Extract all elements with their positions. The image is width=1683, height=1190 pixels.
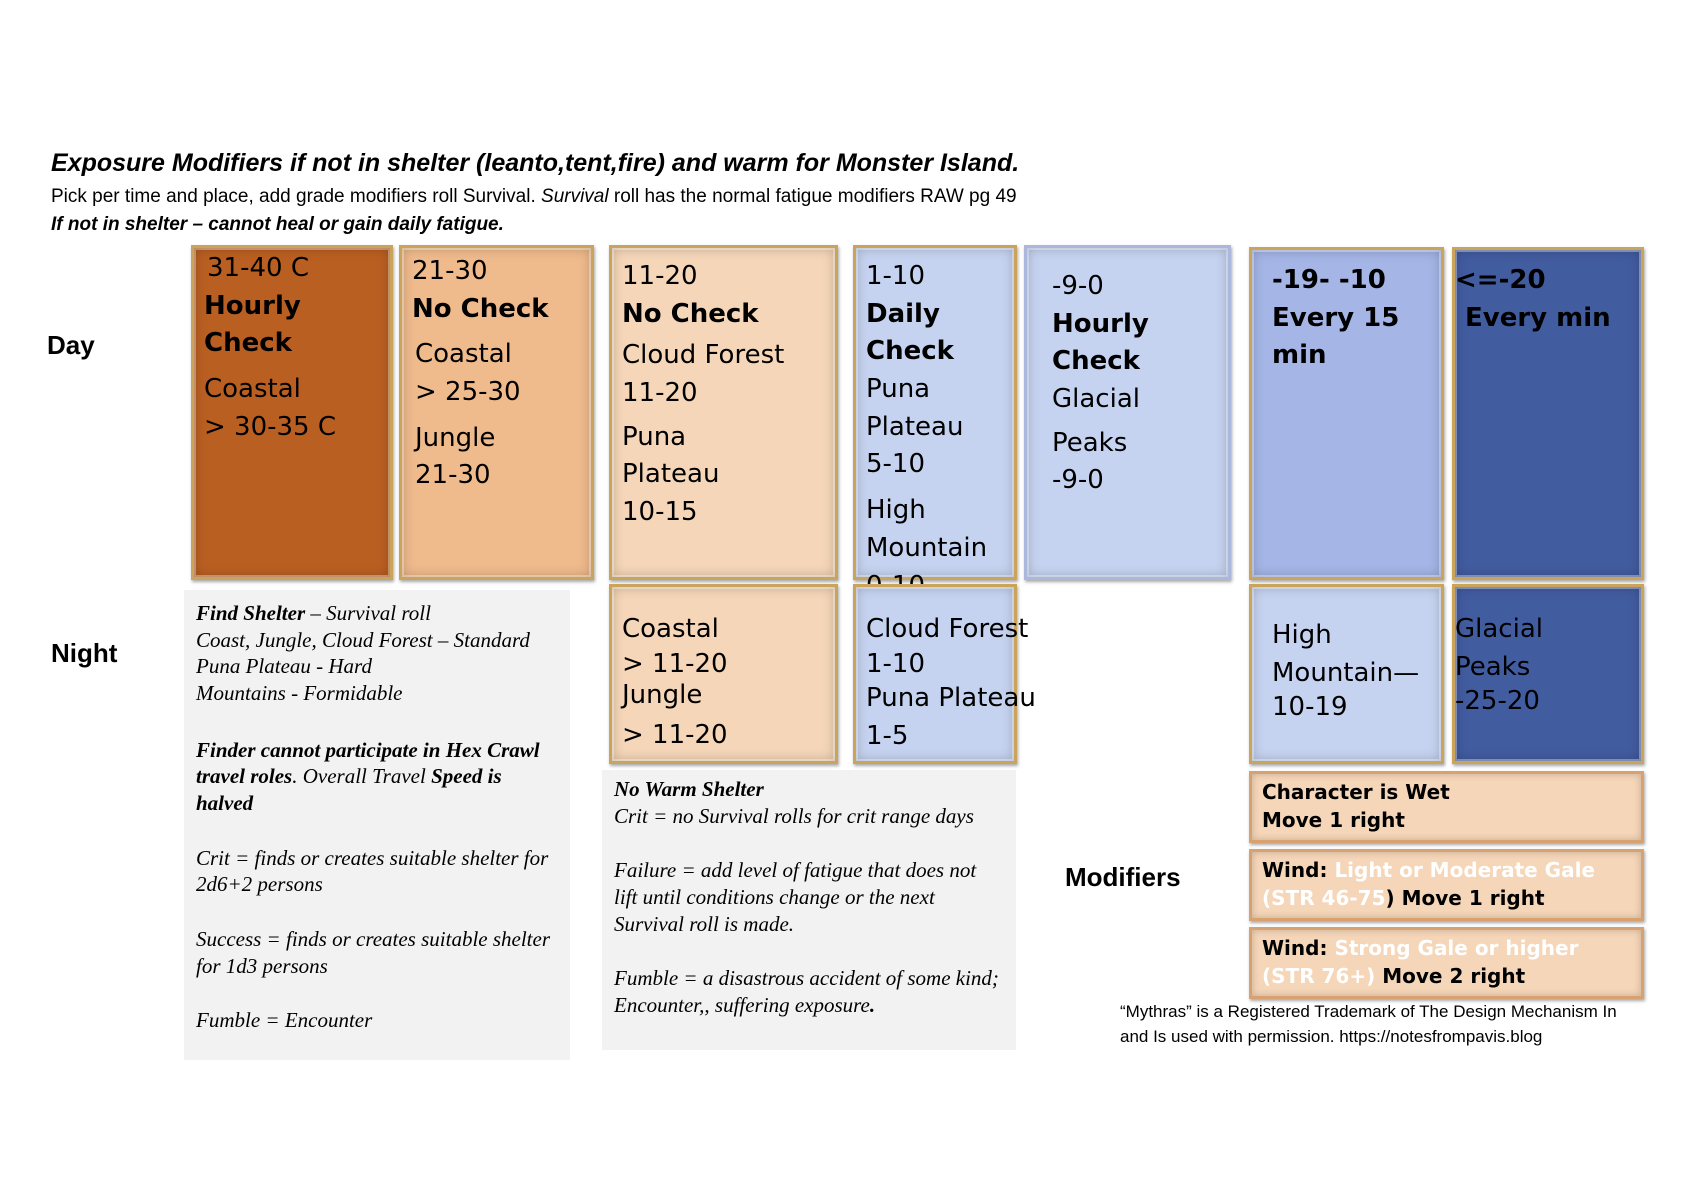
modifier-wind-effect: ) Move 1 right	[1385, 886, 1545, 910]
day-band-range: <=-20	[1455, 265, 1546, 295]
find-shelter-line: Mountains - Formidable	[196, 680, 403, 705]
modifier-wind-condition: Light or Moderate Gale (STR 46-75	[1262, 858, 1595, 910]
day-band-line: Peaks	[1052, 427, 1128, 458]
day-band-line: > 30-35 C	[204, 411, 337, 442]
night-band-coastal-jungle	[609, 584, 838, 764]
day-band-minus19-minus10	[1249, 247, 1444, 580]
modifier-wind-prefix: Wind:	[1262, 858, 1335, 882]
day-band-range: -19- -10	[1272, 265, 1386, 295]
night-band-line: Cloud Forest	[866, 614, 1029, 644]
no-warm-shelter-crit: Crit = no Survival rolls for crit range days	[614, 803, 974, 828]
day-band-range: 21-30	[412, 256, 488, 286]
night-band-line: Coastal	[622, 614, 719, 644]
no-warm-shelter-heading: No Warm Shelter	[614, 777, 764, 801]
night-band-high-mountain	[1249, 584, 1444, 764]
day-band-line: Puna	[866, 374, 931, 405]
night-band-line: 1-10	[866, 648, 926, 679]
find-shelter-note	[184, 590, 570, 1060]
night-band-line: -25-20	[1455, 686, 1540, 717]
day-band-line: Jungle	[415, 422, 496, 453]
day-band-21-30	[399, 245, 594, 580]
no-warm-shelter-failure: Failure = add level of fatigue that does not lift until conditions change or the next Survival roll is made.	[614, 858, 977, 936]
trademark-line: and Is used with permission. https://notesfrompavis.blog	[1120, 1026, 1543, 1046]
night-band-line: Peaks	[1455, 651, 1531, 682]
shelter-warning: If not in shelter – cannot heal or gain daily fatigue.	[51, 214, 504, 235]
no-warm-shelter-fumble: Fumble = a disastrous accident of some kind; Encounter,, suffering exposure	[614, 966, 999, 1017]
night-band-line: > 11-20	[622, 648, 728, 679]
night-band-line: 1-5	[866, 720, 909, 751]
day-band-31-40	[191, 245, 393, 580]
day-band-check: Every min	[1465, 302, 1611, 333]
modifiers-label: Modifiers	[1065, 862, 1181, 892]
day-band-line: 11-20	[622, 378, 698, 409]
find-shelter-fumble: Fumble = Encounter	[196, 1008, 373, 1033]
night-band-glacial-peaks	[1452, 584, 1644, 764]
day-band-range: 31-40 C	[207, 253, 309, 283]
find-shelter-heading: Find Shelter	[196, 601, 306, 625]
night-band-cloudforest-puna	[853, 584, 1036, 764]
day-band-line: 10-15	[622, 497, 698, 528]
subtitle-part-a: Pick per time and place, add grade modifiers roll Survival.	[51, 186, 536, 207]
modifier-wind-strong	[1249, 927, 1644, 999]
modifier-wet-effect: Move 1 right	[1262, 808, 1405, 832]
night-label: Night	[51, 638, 118, 668]
find-shelter-line: Coast, Jungle, Cloud Forest – Standard	[196, 627, 530, 652]
day-band-line: Cloud Forest	[622, 340, 785, 371]
day-band-check: Every 15 min	[1272, 302, 1400, 371]
day-band-11-20	[609, 245, 838, 580]
day-band-1-10	[853, 245, 1017, 580]
day-band-range: -9-0	[1052, 271, 1104, 301]
day-band-minus9-0	[1024, 245, 1231, 580]
day-band-line: -9-0	[1052, 465, 1104, 496]
day-band-le-minus20	[1452, 247, 1644, 580]
modifier-wind-effect: Move 2 right	[1375, 964, 1526, 988]
day-band-line: 21-30	[415, 460, 491, 491]
no-warm-shelter-note	[602, 770, 1016, 1050]
night-band-line: 10-19	[1272, 692, 1348, 723]
day-label: Day	[47, 330, 95, 360]
day-band-line: > 25-30	[415, 377, 521, 408]
day-band-line: Mountain	[866, 532, 988, 563]
night-band-line: Puna Plateau	[866, 682, 1036, 713]
day-band-line: Coastal	[415, 339, 512, 370]
night-band-line: Glacial	[1455, 614, 1543, 644]
modifier-wind-condition: Strong Gale or higher (STR 76+)	[1262, 936, 1579, 988]
find-shelter-heading-rest: – Survival roll	[305, 601, 431, 625]
day-band-line: Puna	[622, 421, 687, 452]
speed-halved: Speed is halved	[196, 764, 502, 815]
day-band-line: Plateau	[866, 411, 964, 442]
finder-restriction-rest: . Overall Travel	[292, 764, 432, 789]
modifier-wet	[1249, 771, 1644, 843]
day-band-line: High	[866, 495, 926, 526]
page-subtitle	[51, 186, 1017, 208]
day-band-line: Coastal	[204, 374, 301, 405]
modifier-wind-prefix: Wind:	[1262, 936, 1335, 960]
modifier-wind-moderate	[1249, 849, 1644, 921]
trademark-line: “Mythras” is a Registered Trademark of The Design Mechanism In	[1120, 1002, 1617, 1021]
subtitle-part-b: Survival	[541, 186, 609, 207]
subtitle-part-c: roll has the normal fatigue modifiers RAW pg 49	[608, 186, 1017, 207]
day-band-line: Glacial	[1052, 384, 1140, 415]
day-band-line: Plateau	[622, 459, 720, 490]
finder-restriction: Finder cannot participate in Hex Crawl travel roles	[196, 737, 540, 789]
day-band-range: 11-20	[622, 261, 698, 291]
night-band-line: Jungle	[622, 679, 703, 710]
day-band-line: 5-10	[866, 449, 926, 480]
page-title: Exposure Modifiers if not in shelter (leanto,tent,fire) and warm for Monster Island.	[51, 149, 1020, 177]
day-band-check: No Check	[622, 298, 759, 329]
day-band-check: Daily Check	[866, 298, 954, 367]
no-warm-shelter-fumble-end: .	[869, 992, 876, 1017]
night-band-line: Mountain—	[1272, 657, 1420, 688]
day-band-check: Hourly Check	[204, 290, 301, 359]
find-shelter-crit: Crit = finds or creates suitable shelter for 2d6+2 persons	[196, 845, 549, 897]
day-band-range: 1-10	[866, 261, 926, 291]
day-band-check: No Check	[412, 293, 549, 324]
day-band-check: Hourly Check	[1052, 308, 1149, 377]
night-band-line: High	[1272, 620, 1332, 650]
trademark-footer	[1120, 1000, 1617, 1049]
night-band-line: > 11-20	[622, 720, 728, 751]
find-shelter-line: Puna Plateau - Hard	[196, 654, 372, 679]
modifier-wet-label: Character is Wet	[1262, 780, 1450, 804]
find-shelter-success: Success = finds or creates suitable shelter for 1d3 persons	[196, 926, 551, 978]
